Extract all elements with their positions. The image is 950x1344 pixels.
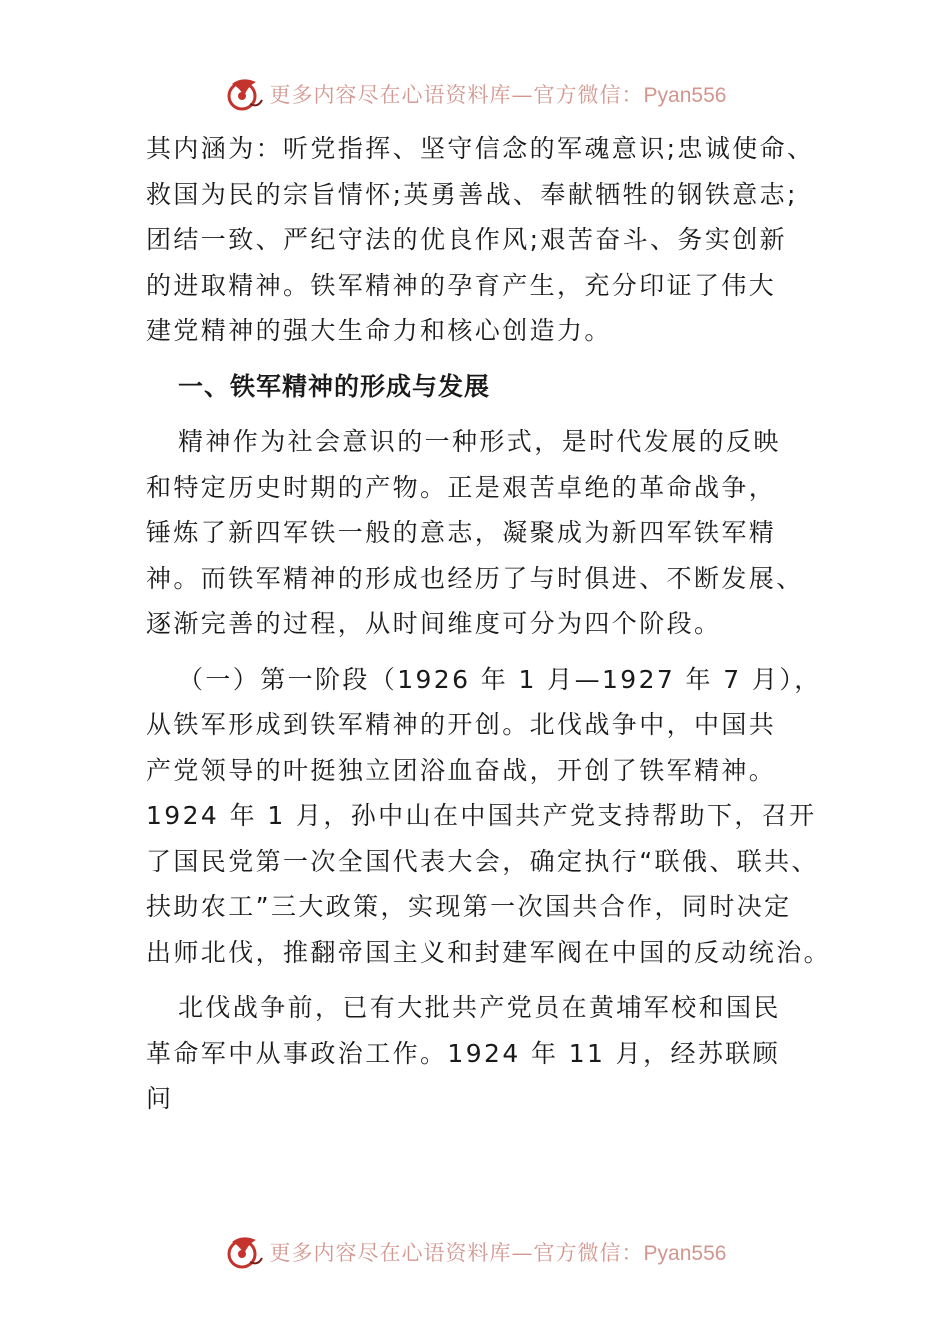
text-line: 从铁军形成到铁军精神的开创。北伐战争中，中国共 bbox=[146, 710, 777, 739]
watermark-text bbox=[270, 79, 727, 109]
text-line: 问 bbox=[146, 1084, 174, 1113]
bottom-watermark-banner bbox=[0, 1230, 950, 1274]
text-line: 出师北伐，推翻帝国主义和封建军阀在中国的反动统治。 bbox=[146, 937, 832, 967]
text-line: 革命军中从事政治工作。1924 年 11 月，经苏联顾 bbox=[146, 1038, 781, 1068]
text-line: 的进取精神。铁军精神的孕育产生，充分印证了伟大 bbox=[146, 270, 777, 300]
text-line: 锤炼了新四军铁一般的意志，凝聚成为新四军铁军精 bbox=[146, 518, 777, 547]
text-line: 和特定历史时期的产物。正是艰苦卓绝的革命战争， bbox=[146, 472, 777, 502]
watermark-label: 更多内容尽在心语资料库—官方微信： bbox=[269, 1241, 644, 1265]
text-line: 产党领导的叶挺独立团浴血奋战，开创了铁军精神。 bbox=[146, 755, 777, 785]
text-line: 逐渐完善的过程，从时间维度可分为四个阶段。 bbox=[146, 609, 722, 638]
watermark-handle: Pyan556 bbox=[643, 84, 727, 107]
watermark-handle: Pyan556 bbox=[643, 1242, 727, 1265]
text-line: 建党精神的强大生命力和核心创造力。 bbox=[146, 316, 612, 345]
document-body bbox=[146, 126, 846, 1122]
text-line: 其内涵为：听党指挥、坚守信念的军魂意识;忠诚使命、 bbox=[146, 134, 815, 163]
text-line: 1924 年 1 月，孙中山在中国共产党支持帮助下，召开 bbox=[146, 801, 817, 830]
intro-paragraph bbox=[146, 126, 846, 354]
body-paragraph-2 bbox=[146, 657, 846, 976]
body-paragraph-1 bbox=[146, 419, 846, 647]
section-heading: 一、铁军精神的形成与发展 bbox=[178, 371, 491, 401]
text-line: （一）第一阶段（1926 年 1 月—1927 年 7 月）， bbox=[178, 664, 822, 694]
text-line: 团结一致、严纪守法的优良作风;艰苦奋斗、务实创新 bbox=[146, 225, 788, 254]
text-line: 救国为民的宗旨情怀;英勇善战、奉献牺牲的钢铁意志; bbox=[146, 179, 798, 209]
watermark-label: 更多内容尽在心语资料库—官方微信： bbox=[269, 83, 644, 107]
top-watermark-banner bbox=[0, 72, 950, 116]
watermark-text bbox=[270, 1237, 727, 1267]
text-line: 精神作为社会意识的一种形式，是时代发展的反映 bbox=[178, 427, 781, 456]
body-paragraph-3 bbox=[146, 985, 846, 1122]
text-line: 扶助农工”三大政策，实现第一次国共合作，同时决定 bbox=[146, 892, 792, 921]
text-line: 了国民党第一次全国代表大会，确定执行“联俄、联共、 bbox=[146, 846, 819, 876]
text-line: 北伐战争前，已有大批共产党员在黄埔军校和国民 bbox=[178, 993, 781, 1022]
text-line: 神。而铁军精神的形成也经历了与时俱进、不断发展、 bbox=[146, 563, 804, 593]
brand-logo-icon bbox=[224, 74, 264, 114]
brand-logo-icon bbox=[224, 1232, 264, 1272]
